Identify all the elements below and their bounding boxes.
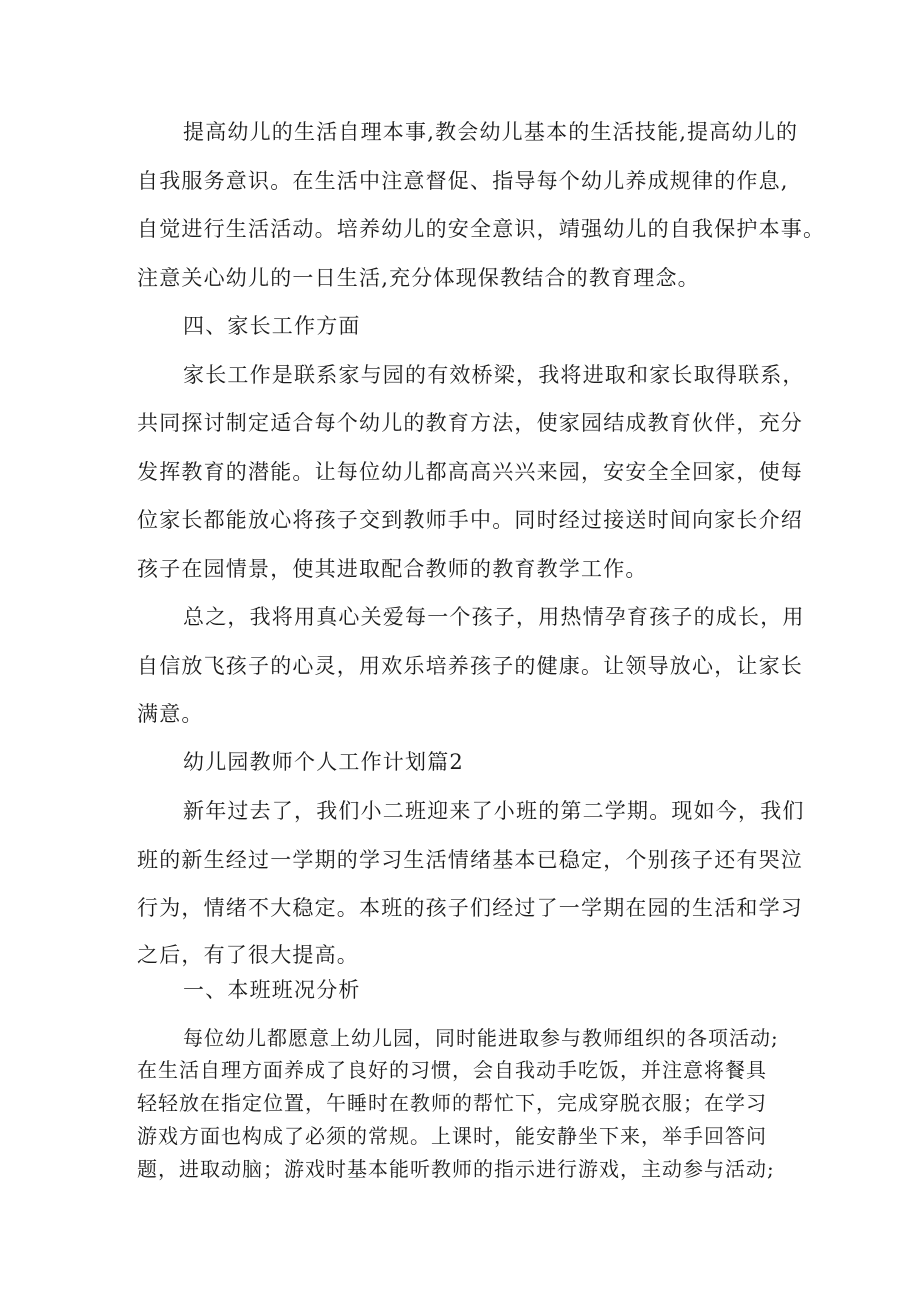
paragraph-line: 之后，有了很大提高。: [137, 943, 359, 967]
paragraph-line: 游戏方面也构成了必须的常规。上课时，能安静坐下来，举手回答问: [137, 1124, 767, 1148]
paragraph-line: 提高幼儿的生活自理本事,教会幼儿基本的生活技能,提高幼儿的: [183, 120, 799, 144]
paragraph-line: 满意。: [137, 702, 204, 726]
section-heading: 一、本班班况分析: [183, 978, 361, 1002]
paragraph-line: 家长工作是联系家与园的有效桥梁，我将进取和家长取得联系，: [183, 363, 805, 387]
paragraph-line: 位家长都能放心将孩子交到教师手中。同时经过接送时间向家长介绍: [137, 508, 803, 532]
paragraph-line: 注意关心幼儿的一日生活,充分体现保教结合的教育理念。: [137, 266, 700, 290]
paragraph-line: 共同探讨制定适合每个幼儿的教育方法，使家园结成教育伙伴，充分: [137, 411, 803, 435]
paragraph-line: 轻轻放在指定位置，午睡时在教师的帮忙下，完成穿脱衣服；在学习: [137, 1091, 767, 1115]
paragraph-line: 孩子在园情景，使其进取配合教师的教育教学工作。: [137, 557, 648, 581]
paragraph-line: 每位幼儿都愿意上幼儿园，同时能进取参与教师组织的各项活动;: [183, 1026, 779, 1050]
section-heading: 四、家长工作方面: [183, 314, 361, 338]
paragraph-line: 行为，情绪不大稳定。本班的孩子们经过了一学期在园的生活和学习: [137, 896, 803, 920]
paragraph-line: 新年过去了，我们小二班迎来了小班的第二学期。现如今，我们: [183, 799, 805, 823]
paragraph-line: 自信放飞孩子的心灵，用欢乐培养孩子的健康。让领导放心，让家长: [137, 654, 803, 678]
paragraph-line: 自我服务意识。在生活中注意督促、指导每个幼儿养成规律的作息,: [137, 169, 789, 193]
paragraph-line: 发挥教育的潜能。让每位幼儿都高高兴兴来园，安安全全回家，使每: [137, 460, 803, 484]
paragraph-line: 题，进取动脑；游戏时基本能听教师的指示进行游戏，主动参与活动;: [137, 1157, 775, 1181]
paragraph-line: 班的新生经过一学期的学习生活情绪基本已稳定，个别孩子还有哭泣: [137, 848, 803, 872]
paragraph-line: 总之，我将用真心关爱每一个孩子，用热情孕育孩子的成长，用: [183, 605, 805, 629]
paragraph-line: 自觉进行生活活动。培养幼儿的安全意识，靖强幼儿的自我保护本事。: [137, 217, 826, 241]
article-title: 幼儿园教师个人工作计划篇2: [183, 750, 464, 774]
paragraph-line: 在生活自理方面养成了良好的习惯，会自我动手吃饭，并注意将餐具: [137, 1058, 767, 1082]
